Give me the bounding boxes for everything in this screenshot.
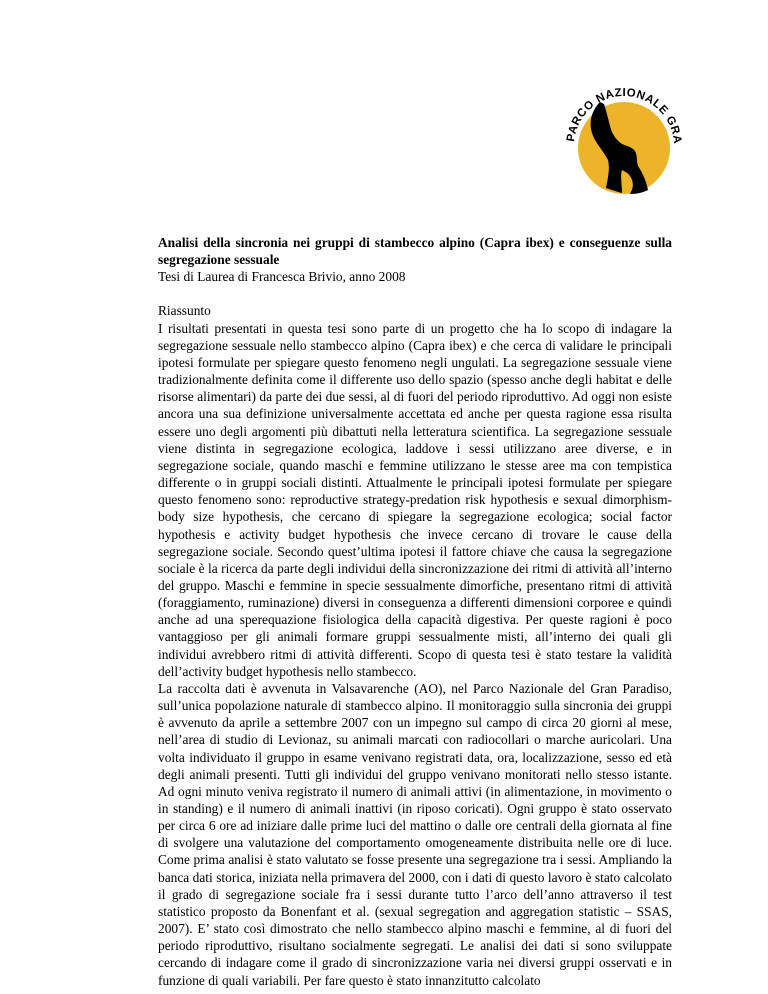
paragraph: I risultati presentati in questa tesi sono parte di un progetto che ha lo scopo di indagare la segregazione sessuale nello stambecco alpino (Capra ibex) e che cerca di validare le principali ipotesi formulate per spiegare questo fenomeno negli ungulati. La segregazione sessuale viene tradizionalmente definita come il differente uso dello spazio (spesso anche degli habitat e delle risorse alimentari) da parte dei due sessi, al di fuori del periodo riproduttivo. Ad oggi non esiste ancora una sua definizione universalmente accettata ed anche per questa ragione essa risulta essere uno degli argomenti più dibattuti nella letteratura scientifica. La segregazione sessuale viene distinta in segregazione ecologica, laddove i sessi utilizzano aree diverse, e in segregazione sociale, quando maschi e femmine utilizzano le stesse aree ma con tempistica differente o in gruppi sociali distinti. Attualmente le principali ipotesi formulate per spiegare questo fenomeno sono: reproductive strategy-predation risk hypothesis e sexual dimorphism-body size hypothesis, che cercano di spiegare la segregazione ecologica; social factor hypothesis e activity budget hypothesis che invece cercano di trovare le cause della segregazione sociale. Secondo quest’ultima ipotesi il fattore chiave che causa la segregazione sociale è la ricerca da parte degli individui della sincronizzazione dei ritmi di attività all’interno del gruppo. Maschi e femmine in specie sessualmente dimorfiche, presentano ritmi di attività (foraggiamento, ruminazione) diversi in conseguenza a differenti dimensioni corporee e quindi anche ad una sperequazione fisiologica della capacità digestiva. Per queste ragioni è poco vantaggioso per gli animali formare gruppi sessualmente misti, all’interno dei quali gli individui avrebbero ritmi di attività differenti. Scopo di questa tesi è stato testare la validità dell’activity budget hypothesis nello stambecco. <box>158 320 672 679</box>
section-heading: Riassunto <box>158 303 211 319</box>
logo-graphic <box>560 80 688 210</box>
document-subtitle: Tesi di Laurea di Francesca Brivio, anno 2008 <box>158 269 406 285</box>
park-logo <box>560 80 688 210</box>
document-body <box>158 234 672 989</box>
document-title: Analisi della sincronia nei gruppi di stambecco alpino (Capra ibex) e conseguenze sulla segregazione sessuale <box>158 235 672 268</box>
logo-text: PARCO NAZIONALE GRA <box>565 86 684 145</box>
paragraph: La raccolta dati è avvenuta in Valsavarenche (AO), nel Parco Nazionale del Gran Paradiso, sull’unica popolazione naturale di stambecco alpino. Il monitoraggio sulla sincronia dei gruppi è avvenuto da aprile a settembre 2007 con un impegno sul campo di circa 20 giorni al mese, nell’area di studio di Levionaz, su animali marcati con radiocollari o marche auricolari. Una volta individuato il gruppo in esame venivano registrati data, ora, localizzazione, sesso ed età degli animali presenti. Tutti gli individui del gruppo venivano monitorati nello stesso istante. Ad ogni minuto veniva registrato il numero di animali attivi (in alimentazione, in movimento o in standing) e il numero di animali inattivi (in riposo coricati). Ogni gruppo è stato osservato per circa 6 ore ad iniziare dalle prime luci del mattino o dalle ore centrali della giornata al fine di svolgere una valutazione del comportamento omogeneamente distribuita nelle ore di luce. Come prima analisi è stato valutato se fosse presente una segregazione tra i sessi. Ampliando la banca dati storica, iniziata nella primavera del 2000, con i dati di questo lavoro è stato calcolato il grado di segregazione sociale fra i sessi durante tutto l’arco dell’anno attraverso il test statistico proposto da Bonenfant et al. (sexual segregation and aggregation statistic – SSAS, 2007). E’ stato così dimostrato che nello stambecco alpino maschi e femmine, al di fuori del periodo riproduttivo, risultano socialmente segregati. Le analisi dei dati si sono sviluppate cercando di indagare come il grado di sincronizzazione varia nei diversi gruppi osservati e in funzione di quali variabili. Per fare questo è stato innanzitutto calcolato <box>158 680 672 988</box>
